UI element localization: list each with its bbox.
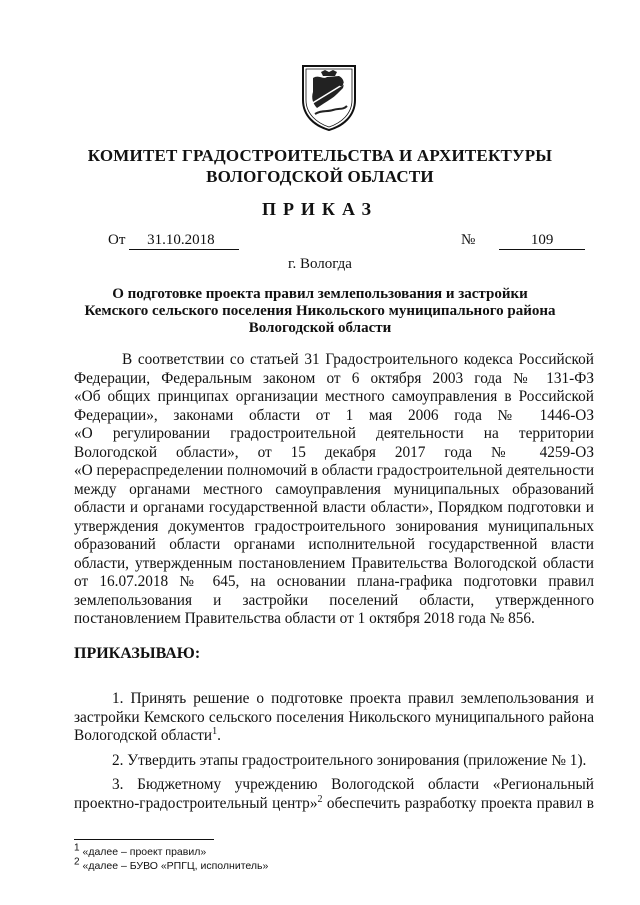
subject-line: О подготовке проекта правил землепользования и застройки: [112, 286, 528, 302]
number-value: 109: [499, 232, 585, 250]
text-line: «Об общих принципах организации местного самоуправления в Российской: [74, 388, 594, 405]
item-3-text-a: проектно-градостроительный центр»: [74, 794, 318, 812]
text-line: Федерации, Федеральным законом от 6 октября 2003 года № 131-ФЗ: [74, 369, 594, 387]
footnote-1: [74, 842, 207, 858]
date-value: 31.10.2018: [129, 232, 239, 250]
order-number: [461, 232, 585, 250]
text-line: постановлением Правительства области от 1 октября 2018 года № 856.: [74, 610, 535, 627]
text-line: Вологодской области», от 15 декабря 2017 года № 4259-ОЗ: [74, 443, 594, 461]
document-type: ПРИКАЗ: [261, 199, 379, 219]
text-line: области, утвержденным постановлением Правительства Вологодской области: [74, 554, 594, 572]
order-directive-word: ПРИКАЗЫВАЮ:: [74, 645, 201, 662]
item-3-line: [74, 795, 594, 814]
number-label: №: [461, 232, 476, 248]
footnote-mark: 1: [74, 842, 80, 854]
coat-of-arms-icon: [299, 60, 359, 132]
text-line: утверждения документов градостроительного зонирования муниципальных: [74, 517, 594, 535]
footnote-ref-2: 2: [317, 793, 323, 805]
footnote-text: «далее – БУВО «РПГЦ, исполнитель»: [79, 860, 269, 872]
subject-line: Вологодской области: [248, 320, 392, 336]
item-1-period: .: [217, 727, 221, 744]
date-label: От: [108, 232, 126, 248]
text-line: В соответствии со статьей 31 Градостроительного кодекса Российской: [122, 351, 594, 368]
footnote-ref-1: 1: [212, 725, 218, 737]
text-line: между органами местного самоуправления муниципальных образований: [74, 480, 594, 498]
text-line: от 16.07.2018 № 645, на основании плана-графика подготовки правил: [74, 573, 594, 590]
item-2: 2. Утвердить этапы градостроительного зонирования (приложение № 1).: [112, 751, 587, 769]
footnote-text: «далее – проект правил»: [79, 846, 207, 858]
footnote-mark: 2: [74, 856, 80, 868]
text-line: Федерации», законами области от 1 мая 2006 года № 1446-ОЗ: [74, 406, 594, 424]
text-line: образований области органами исполнительной государственной власти: [74, 536, 594, 553]
city: г. Вологда: [288, 256, 352, 272]
footnote-divider: [74, 839, 214, 840]
text-line: «О перераспределении полномочий в области градостроительной деятельности: [74, 462, 594, 479]
preamble-paragraph: [74, 351, 594, 629]
text-line: области и органами государственной власти области», Порядком подготовки и: [74, 499, 594, 516]
item-1-line: 1. Принять решение о подготовке проекта правил землепользования и: [112, 690, 594, 707]
item-1-text: Вологодской области: [74, 727, 213, 744]
item-1-last-line: [74, 727, 594, 746]
order-subject: [60, 286, 580, 337]
item-3-line: 3. Бюджетному учреждению Вологодской области «Региональный: [112, 776, 594, 793]
order-items: [74, 690, 594, 813]
item-1-line: застройки Кемского сельского поселения Никольского муниципального района: [74, 708, 594, 726]
text-line: землепользования и застройки поселений области, утвержденного: [74, 591, 594, 609]
committee-name-line2: ВОЛОГОДСКОЙ ОБЛАСТИ: [206, 167, 434, 186]
order-date: [108, 232, 239, 250]
subject-line: Кемского сельского поселения Никольского муниципального района: [84, 303, 556, 319]
item-3-text-b: обеспечить разработку проекта правил в: [322, 794, 594, 812]
committee-name-line1: КОМИТЕТ ГРАДОСТРОИТЕЛЬСТВА И АРХИТЕКТУРЫ: [87, 146, 553, 165]
text-line: «О регулировании градостроительной деятельности на территории: [74, 425, 594, 442]
footnote-2: [74, 856, 269, 872]
